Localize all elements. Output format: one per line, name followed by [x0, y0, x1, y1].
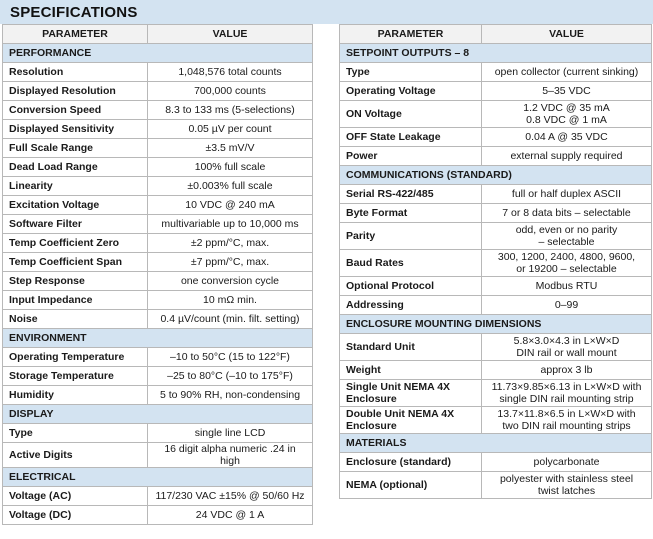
- spec-row: [3, 82, 313, 101]
- value-cell: 1.2 VDC @ 35 mA 0.8 VDC @ 1 mA: [482, 101, 652, 128]
- value-cell: full or half duplex ASCII: [482, 185, 652, 204]
- value-cell: 117/230 VAC ±15% @ 50/60 Hz: [148, 487, 313, 506]
- spec-row: [340, 472, 652, 499]
- parameter-cell: Type: [3, 424, 148, 443]
- value-cell: 5 to 90% RH, non-condensing: [148, 386, 313, 405]
- parameter-cell: Linearity: [3, 177, 148, 196]
- value-cell: –25 to 80°C (–10 to 175°F): [148, 367, 313, 386]
- value-cell: open collector (current sinking): [482, 63, 652, 82]
- parameter-cell: Optional Protocol: [340, 277, 482, 296]
- section-header-row: [3, 468, 313, 487]
- parameter-cell: Resolution: [3, 63, 148, 82]
- section-title: MATERIALS: [340, 434, 652, 453]
- parameter-cell: Active Digits: [3, 443, 148, 468]
- spec-row: [3, 101, 313, 120]
- parameter-header: PARAMETER: [3, 25, 148, 44]
- spec-row: [3, 367, 313, 386]
- value-cell: 7 or 8 data bits – selectable: [482, 204, 652, 223]
- section-title: ENCLOSURE MOUNTING DIMENSIONS: [340, 315, 652, 334]
- parameter-cell: Operating Temperature: [3, 348, 148, 367]
- section-header-row: [340, 166, 652, 185]
- value-cell: 5–35 VDC: [482, 82, 652, 101]
- spec-row: [340, 63, 652, 82]
- section-header-row: [340, 434, 652, 453]
- spec-row: [340, 277, 652, 296]
- value-cell: 0.05 µV per count: [148, 120, 313, 139]
- spec-row: [340, 101, 652, 128]
- parameter-cell: Input Impedance: [3, 291, 148, 310]
- parameter-cell: Displayed Sensitivity: [3, 120, 148, 139]
- spec-row: [340, 128, 652, 147]
- parameter-cell: NEMA (optional): [340, 472, 482, 499]
- value-cell: ±0.003% full scale: [148, 177, 313, 196]
- value-cell: 11.73×9.85×6.13 in L×W×D with single DIN rail mounting strip: [482, 380, 652, 407]
- value-cell: approx 3 lb: [482, 361, 652, 380]
- spec-row: [340, 361, 652, 380]
- spec-row: [3, 291, 313, 310]
- parameter-cell: ON Voltage: [340, 101, 482, 128]
- section-title: DISPLAY: [3, 405, 313, 424]
- section-header-row: [3, 405, 313, 424]
- spec-row: [3, 443, 313, 468]
- value-cell: 700,000 counts: [148, 82, 313, 101]
- value-cell: polycarbonate: [482, 453, 652, 472]
- spec-row: [340, 380, 652, 407]
- parameter-cell: Byte Format: [340, 204, 482, 223]
- parameter-cell: Step Response: [3, 272, 148, 291]
- spec-row: [340, 453, 652, 472]
- value-cell: odd, even or no parity – selectable: [482, 223, 652, 250]
- parameter-cell: Voltage (DC): [3, 506, 148, 525]
- section-title: SETPOINT OUTPUTS – 8: [340, 44, 652, 63]
- parameter-cell: Conversion Speed: [3, 101, 148, 120]
- value-cell: ±7 ppm/°C, max.: [148, 253, 313, 272]
- parameter-cell: Dead Load Range: [3, 158, 148, 177]
- right-spec-table: [339, 24, 652, 499]
- section-title: ELECTRICAL: [3, 468, 313, 487]
- section-title: PERFORMANCE: [3, 44, 313, 63]
- parameter-cell: Full Scale Range: [3, 139, 148, 158]
- parameter-cell: Enclosure (standard): [340, 453, 482, 472]
- parameter-cell: Parity: [340, 223, 482, 250]
- parameter-cell: Standard Unit: [340, 334, 482, 361]
- value-cell: 13.7×11.8×6.5 in L×W×D with two DIN rail mounting strips: [482, 407, 652, 434]
- spec-row: [340, 185, 652, 204]
- spec-row: [340, 250, 652, 277]
- spec-row: [3, 386, 313, 405]
- value-cell: 300, 1200, 2400, 4800, 9600, or 19200 – selectable: [482, 250, 652, 277]
- spec-row: [3, 177, 313, 196]
- parameter-cell: Software Filter: [3, 215, 148, 234]
- spec-row: [3, 253, 313, 272]
- spec-row: [340, 296, 652, 315]
- parameter-cell: Baud Rates: [340, 250, 482, 277]
- section-header-row: [3, 44, 313, 63]
- section-title: COMMUNICATIONS (STANDARD): [340, 166, 652, 185]
- right-header-row: [340, 25, 652, 44]
- value-cell: multivariable up to 10,000 ms: [148, 215, 313, 234]
- spec-row: [340, 407, 652, 434]
- parameter-cell: Power: [340, 147, 482, 166]
- title-bar: [0, 0, 653, 24]
- section-header-row: [340, 44, 652, 63]
- spec-row: [3, 139, 313, 158]
- parameter-cell: Excitation Voltage: [3, 196, 148, 215]
- value-cell: 1,048,576 total counts: [148, 63, 313, 82]
- parameter-cell: Weight: [340, 361, 482, 380]
- value-cell: 0.04 A @ 35 VDC: [482, 128, 652, 147]
- spec-row: [3, 272, 313, 291]
- left-spec-table: [2, 24, 313, 525]
- parameter-cell: Operating Voltage: [340, 82, 482, 101]
- value-cell: 0.4 µV/count (min. filt. setting): [148, 310, 313, 329]
- parameter-cell: Voltage (AC): [3, 487, 148, 506]
- page-title: SPECIFICATIONS: [10, 4, 138, 21]
- parameter-cell: Temp Coefficient Zero: [3, 234, 148, 253]
- value-header: VALUE: [482, 25, 652, 44]
- spec-row: [3, 348, 313, 367]
- section-title: ENVIRONMENT: [3, 329, 313, 348]
- value-header: VALUE: [148, 25, 313, 44]
- value-cell: one conversion cycle: [148, 272, 313, 291]
- spec-row: [340, 82, 652, 101]
- spec-row: [3, 120, 313, 139]
- value-cell: 10 mΩ min.: [148, 291, 313, 310]
- spec-row: [3, 215, 313, 234]
- parameter-cell: Humidity: [3, 386, 148, 405]
- spec-row: [3, 310, 313, 329]
- spec-row: [3, 63, 313, 82]
- parameter-cell: Single Unit NEMA 4X Enclosure: [340, 380, 482, 407]
- spec-row: [3, 506, 313, 525]
- spec-row: [3, 424, 313, 443]
- value-cell: 100% full scale: [148, 158, 313, 177]
- parameter-cell: Storage Temperature: [3, 367, 148, 386]
- spec-row: [3, 158, 313, 177]
- value-cell: single line LCD: [148, 424, 313, 443]
- parameter-cell: Type: [340, 63, 482, 82]
- value-cell: 8.3 to 133 ms (5-selections): [148, 101, 313, 120]
- spec-row: [340, 223, 652, 250]
- value-cell: ±2 ppm/°C, max.: [148, 234, 313, 253]
- value-cell: 0–99: [482, 296, 652, 315]
- value-cell: 24 VDC @ 1 A: [148, 506, 313, 525]
- parameter-cell: Serial RS-422/485: [340, 185, 482, 204]
- parameter-header: PARAMETER: [340, 25, 482, 44]
- value-cell: external supply required: [482, 147, 652, 166]
- value-cell: ±3.5 mV/V: [148, 139, 313, 158]
- parameter-cell: Double Unit NEMA 4X Enclosure: [340, 407, 482, 434]
- parameter-cell: OFF State Leakage: [340, 128, 482, 147]
- section-header-row: [340, 315, 652, 334]
- spec-row: [340, 334, 652, 361]
- parameter-cell: Addressing: [340, 296, 482, 315]
- section-header-row: [3, 329, 313, 348]
- value-cell: polyester with stainless steel twist latches: [482, 472, 652, 499]
- parameter-cell: Temp Coefficient Span: [3, 253, 148, 272]
- spec-row: [340, 204, 652, 223]
- value-cell: 10 VDC @ 240 mA: [148, 196, 313, 215]
- value-cell: 5.8×3.0×4.3 in L×W×D DIN rail or wall mount: [482, 334, 652, 361]
- value-cell: –10 to 50°C (15 to 122°F): [148, 348, 313, 367]
- value-cell: Modbus RTU: [482, 277, 652, 296]
- spec-row: [340, 147, 652, 166]
- left-header-row: [3, 25, 313, 44]
- spec-row: [3, 487, 313, 506]
- value-cell: 16 digit alpha numeric .24 in high: [148, 443, 313, 468]
- spec-row: [3, 234, 313, 253]
- spec-row: [3, 196, 313, 215]
- parameter-cell: Displayed Resolution: [3, 82, 148, 101]
- parameter-cell: Noise: [3, 310, 148, 329]
